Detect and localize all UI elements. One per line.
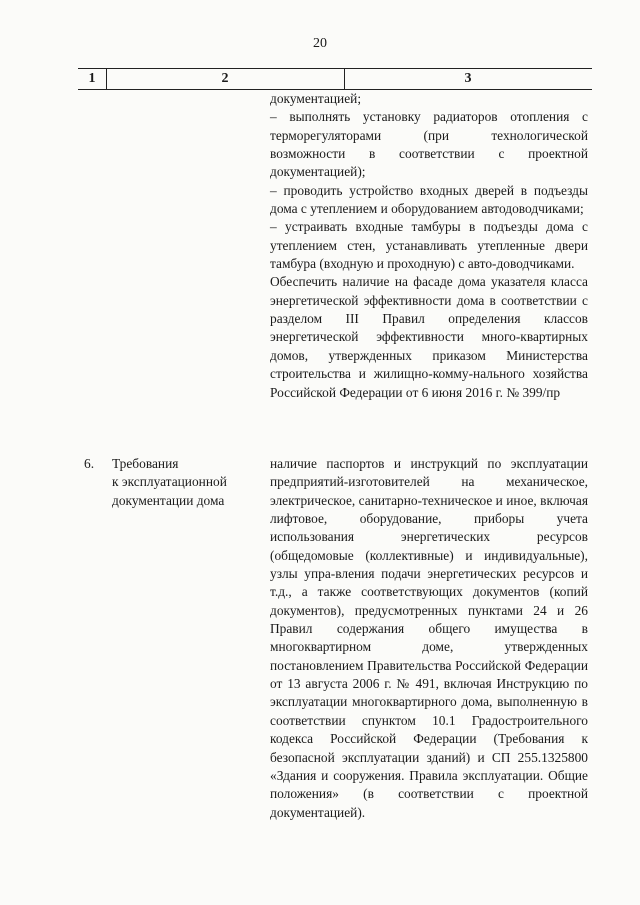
row-6-text: наличие паспортов и инструкций по эксплуатации предприятий-изготовителей на механическое, электрическое, санитарно-техническое и иное, включая лифтовое, оборудование, приборы учета использования энергетических ресурсов (общедомовые (коллективные) и индивидуальные), узлы упра-вления подачи энергетических ресурсов и т.д., а также соответствующих документов (копий документов), предусмотренных пунктами 24 и 26 Правил содержания общего имущества в многоквартирном доме, утвержденных постановлением Правительства Российской Федерации от 13 августа 2006 г. № 491, включая Инструкцию по эксплуатации многоквартирного дома, выполненную в соответствии спунктом 10.1 Градостроительного кодекса Российской Федерации (Требования к безопасной эксплуатации зданий) и СП 255.1325800 «Здания и сооружения. Правила эксплуатации. Общие положения» (в соответствии с проектной документацией). xyxy=(270,456,588,820)
header-col-1: 1 xyxy=(78,69,107,89)
row-6-number: 6. xyxy=(84,456,95,471)
row-6-title: Требования к эксплуатационной документации дома xyxy=(112,456,227,508)
header-col-2: 2 xyxy=(106,69,345,89)
page-number: 20 xyxy=(313,36,327,51)
header-col-3: 3 xyxy=(464,71,472,86)
continuation-text: документацией; – выполнять установку радиаторов отопления с терморегуляторами (при технологической возможности в соответствии с проектной документацией); – проводить устройство входных дверей в подъезды дома с утеплением и оборудованием автодоводчиками; – устраивать входные тамбуры в подъезды дома с утеплением стен, устанавливать утепленные двери тамбура (входную и проходную) с авто-доводчиками. Обеспечить наличие на фасаде дома указателя класса энергетической эффективности дома в соответствии с разделом III Правил определения классов энергетической эффективности много-квартирных домов, утвержденных приказом Министерства строительства и жилищно-комму-нального хозяйства Российской Федерации от 6 июня 2016 г. № 399/пр xyxy=(270,91,588,400)
table-header-row xyxy=(78,68,592,90)
